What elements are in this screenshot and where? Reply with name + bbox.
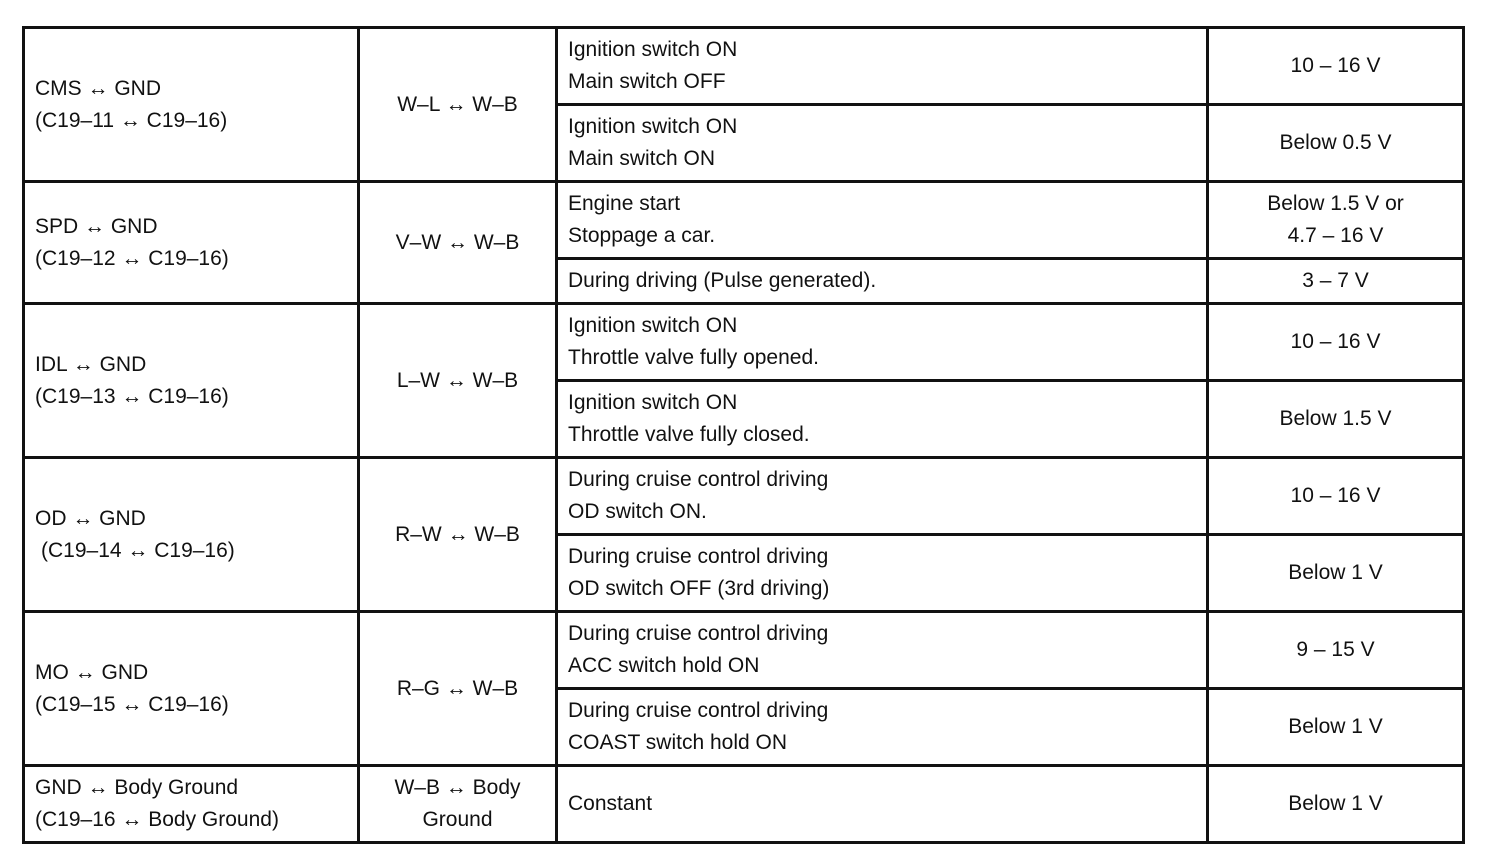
specified-condition-cell-line: 10 – 16 V	[1290, 484, 1381, 507]
condition-cell-line: Stoppage a car.	[568, 224, 716, 247]
condition-cell	[557, 381, 1208, 458]
terminal-cell-line: CMS ↔ GND	[35, 76, 161, 100]
condition-cell	[557, 766, 1208, 843]
terminal-cell-line: SPD ↔ GND	[35, 214, 158, 238]
table-body	[24, 28, 1464, 843]
specified-condition-cell-line: Below 0.5 V	[1279, 131, 1392, 154]
specified-condition-cell	[1208, 182, 1464, 259]
terminal-cell-line: (C19–15 ↔ C19–16)	[35, 692, 229, 716]
specified-condition-cell-line: Below 1.5 V	[1279, 407, 1392, 430]
specified-condition-cell-line: Below 1 V	[1288, 715, 1383, 738]
condition-cell-line: During cruise control driving	[568, 468, 829, 491]
specified-condition-cell	[1208, 259, 1464, 304]
condition-cell-line: Ignition switch ON	[568, 115, 738, 138]
terminal-cell-line: OD ↔ GND	[35, 506, 146, 530]
specified-condition-cell-line: 4.7 – 16 V	[1287, 224, 1384, 247]
wiring-color-cell-line: V–W ↔ W–B	[395, 230, 520, 254]
specified-condition-cell-line: Below 1 V	[1288, 561, 1383, 584]
wiring-color-cell	[359, 612, 557, 766]
condition-cell	[557, 105, 1208, 182]
condition-cell	[557, 182, 1208, 259]
terminal-cell-line: (C19–12 ↔ C19–16)	[35, 246, 229, 270]
terminal-voltage-table	[22, 26, 1465, 844]
condition-cell-line: ACC switch hold ON	[568, 654, 760, 677]
condition-cell-line: Ignition switch ON	[568, 314, 738, 337]
terminal-cell	[24, 458, 359, 612]
table-row	[24, 458, 1464, 535]
wiring-color-cell	[359, 304, 557, 458]
condition-cell-line: Ignition switch ON	[568, 391, 738, 414]
wiring-color-cell-line: R–W ↔ W–B	[395, 522, 520, 546]
condition-cell-line: OD switch OFF (3rd driving)	[568, 577, 830, 600]
terminal-voltage-table-sheet	[22, 26, 1462, 844]
wiring-color-cell	[359, 458, 557, 612]
condition-cell	[557, 458, 1208, 535]
condition-cell-line: During cruise control driving	[568, 545, 829, 568]
specified-condition-cell	[1208, 105, 1464, 182]
specified-condition-cell-line: 10 – 16 V	[1290, 330, 1381, 353]
condition-cell-line: Throttle valve fully closed.	[568, 423, 810, 446]
condition-cell	[557, 304, 1208, 381]
wiring-color-cell	[359, 182, 557, 304]
condition-cell	[557, 612, 1208, 689]
specified-condition-cell-line: 10 – 16 V	[1290, 54, 1381, 77]
condition-cell-line: During cruise control driving	[568, 622, 829, 645]
specified-condition-cell	[1208, 458, 1464, 535]
specified-condition-cell	[1208, 612, 1464, 689]
wiring-color-cell-line: Ground	[422, 808, 493, 831]
specified-condition-cell	[1208, 304, 1464, 381]
specified-condition-cell-line: 3 – 7 V	[1302, 269, 1369, 292]
specified-condition-cell	[1208, 381, 1464, 458]
condition-cell-line: OD switch ON.	[568, 500, 707, 523]
terminal-cell-line: IDL ↔ GND	[35, 352, 147, 376]
specified-condition-cell-line: 9 – 15 V	[1296, 638, 1375, 661]
table-row	[24, 766, 1464, 843]
table-row	[24, 28, 1464, 105]
terminal-cell	[24, 182, 359, 304]
wiring-color-cell-line: L–W ↔ W–B	[396, 368, 519, 392]
terminal-cell-line: (C19–16 ↔ Body Ground)	[35, 808, 279, 831]
condition-cell-line: Engine start	[568, 192, 681, 215]
specified-condition-cell	[1208, 28, 1464, 105]
terminal-cell	[24, 28, 359, 182]
condition-cell-line: Throttle valve fully opened.	[568, 346, 819, 369]
wiring-color-cell-line: W–L ↔ W–B	[397, 92, 518, 116]
condition-cell-line: Main switch OFF	[568, 70, 726, 93]
wiring-color-cell	[359, 766, 557, 843]
condition-cell	[557, 535, 1208, 612]
terminal-cell-line: GND ↔ Body Ground	[35, 776, 239, 799]
specified-condition-cell	[1208, 689, 1464, 766]
condition-cell-line: During driving (Pulse generated).	[568, 269, 877, 292]
condition-cell-line: Ignition switch ON	[568, 38, 738, 61]
condition-cell	[557, 689, 1208, 766]
specified-condition-cell	[1208, 766, 1464, 843]
condition-cell-line: Main switch ON	[568, 147, 716, 170]
wiring-color-cell-line: W–B ↔ Body	[394, 776, 521, 799]
wiring-color-cell	[359, 28, 557, 182]
condition-cell-line: COAST switch hold ON	[568, 731, 788, 754]
table-row	[24, 304, 1464, 381]
terminal-cell	[24, 612, 359, 766]
table-row	[24, 612, 1464, 689]
condition-cell-line: Constant	[568, 792, 653, 815]
condition-cell-line: During cruise control driving	[568, 699, 829, 722]
specified-condition-cell-line: Below 1.5 V or	[1267, 192, 1404, 215]
terminal-cell-line: (C19–13 ↔ C19–16)	[35, 384, 229, 408]
table-row	[24, 182, 1464, 259]
terminal-cell-line: (C19–11 ↔ C19–16)	[35, 108, 228, 132]
terminal-cell	[24, 304, 359, 458]
terminal-cell-line: MO ↔ GND	[35, 660, 149, 684]
specified-condition-cell	[1208, 535, 1464, 612]
condition-cell	[557, 28, 1208, 105]
terminal-cell	[24, 766, 359, 843]
wiring-color-cell-line: R–G ↔ W–B	[396, 676, 519, 700]
specified-condition-cell-line: Below 1 V	[1288, 792, 1383, 815]
terminal-cell-line: (C19–14 ↔ C19–16)	[41, 538, 235, 562]
condition-cell	[557, 259, 1208, 304]
